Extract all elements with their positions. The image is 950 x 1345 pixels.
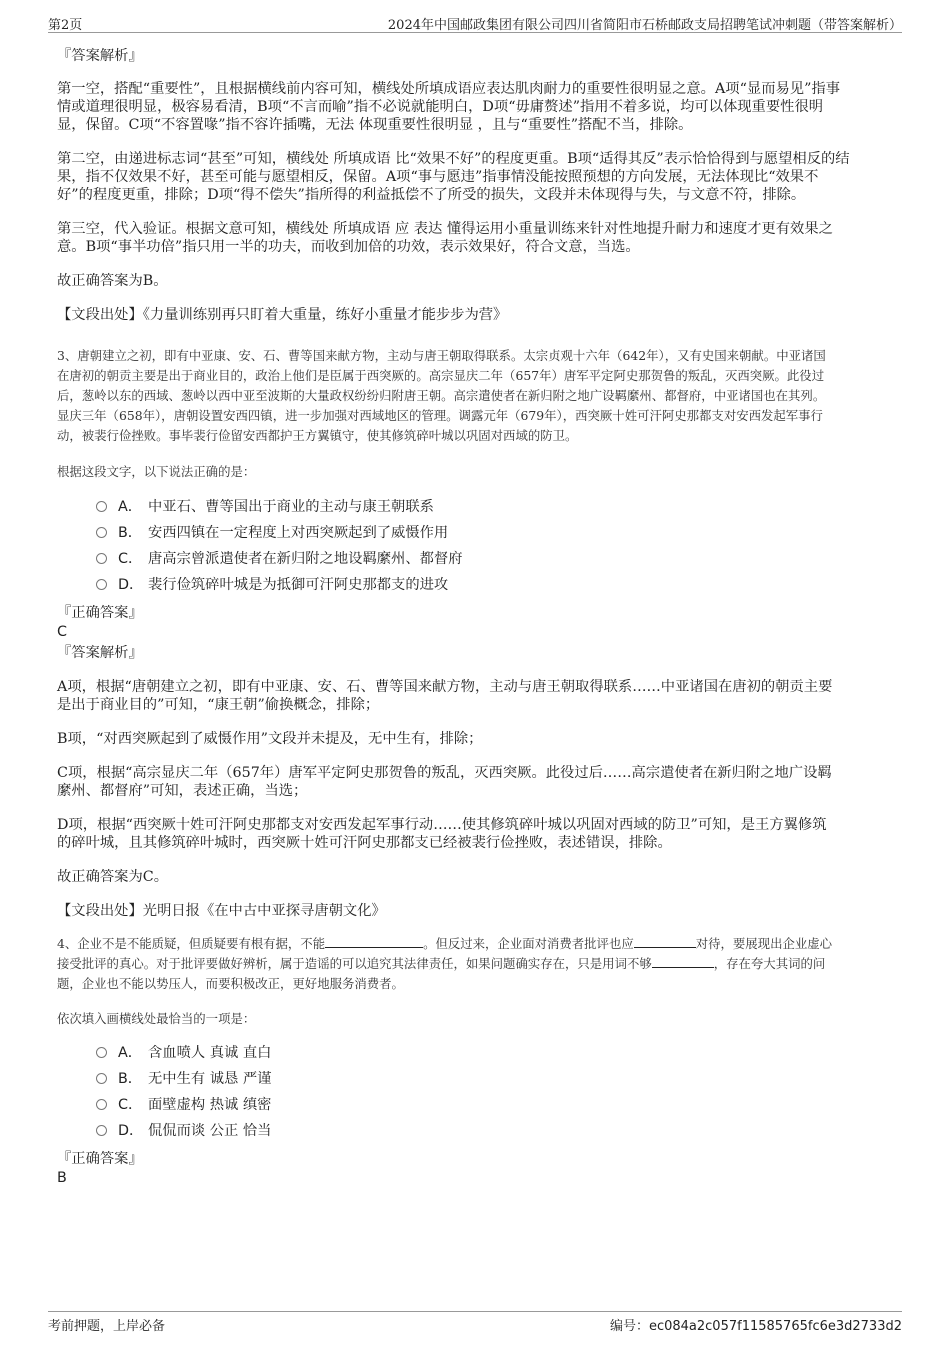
paragraph-line: B项，“对西突厥起到了威慑作用”文段并未提及，无中生有，排除； [57, 731, 483, 747]
page-header [48, 12, 902, 33]
answer-label: 『正确答案』 [57, 1151, 143, 1167]
blank-line [634, 935, 696, 948]
question-text-line: 3、唐朝建立之初，即有中亚康、安、石、曹等国来献方物，主动与唐王朝取得联系。太宗贞观十六年（642年），又有史国来朝献。中亚诸国 [57, 348, 826, 363]
document-id: 编号：ec084a2c057f11585765fc6e3d2733d2 [609, 1319, 902, 1334]
paragraph-line: 是出于商业目的”可知，“康王朝”偷换概念，排除； [57, 697, 380, 713]
paragraph-line: 第一空，搭配“重要性”，且根据横线前内容可知，横线处所填成语应表达肌肉耐力的重要性很明显之意。A项“显而易见”指事 [57, 81, 840, 97]
option-c[interactable]: C． 面壁虚构 热诚 缜密 [96, 1095, 271, 1115]
paragraph-line: C项，根据“高宗显庆二年（657年）唐军平定阿史那贺鲁的叛乱，灭西突厥。此役过后……高宗遣使者在新归附之地广设羁 [57, 765, 832, 781]
option-d[interactable]: D． 侃侃而谈 公正 恰当 [96, 1121, 271, 1141]
paragraph-line: 第三空，代入验证。根据文意可知，横线处 所填成语 应 表达 懂得运用小重量训练来针对性地提升耐力和速度才更有效果之 [57, 221, 833, 237]
radio-button[interactable] [96, 1125, 107, 1136]
paragraph-line: D项，根据“西突厥十姓可汗阿史那都支对安西发起军事行动……使其修筑碎叶城以巩固对西域的防卫”可知，是王方翼修筑 [57, 817, 827, 833]
page-number: 第2页 [48, 18, 83, 33]
question-prompt: 依次填入画横线处最恰当的一项是： [57, 1011, 256, 1026]
conclusion: 故正确答案为B。 [57, 273, 168, 289]
question-prompt: 根据这段文字，以下说法正确的是： [57, 464, 256, 479]
correct-answer: C [57, 624, 67, 640]
question-text-line: 题，企业也不能以势压人，而要积极改正，更好地服务消费者。 [57, 976, 404, 991]
option-b[interactable]: B． 安西四镇在一定程度上对西突厥起到了威慑作用 [96, 523, 448, 543]
blank-line [652, 955, 714, 968]
conclusion: 故正确答案为C。 [57, 869, 169, 885]
page-footer [48, 1311, 902, 1332]
question-text-line: 接受批评的真心。对于批评要做好辨析，属于造谣的可以追究其法律责任，如果问题确实存在，只是用词不够 ，存在夸大其词的问 [57, 956, 826, 971]
correct-answer: B [57, 1170, 67, 1186]
source-citation: 【文段出处】光明日报《在中古中亚探寻唐朝文化》 [57, 903, 386, 919]
option-d[interactable]: D． 裴行俭筑碎叶城是为抵御可汗阿史那都支的进攻 [96, 575, 448, 595]
option-b[interactable]: B． 无中生有 诚恳 严谨 [96, 1069, 271, 1089]
source-citation: 【文段出处】《力量训练别再只盯着大重量，练好小重量才能步步为营》 [57, 307, 508, 323]
paragraph-line: A项，根据“唐朝建立之初，即有中亚康、安、石、曹等国来献方物，主动与唐王朝取得联系……中亚诸国在唐初的朝贡主要 [57, 679, 833, 695]
paragraph-line: 第二空，由递进标志词“甚至”可知，横线处 所填成语 比“效果不好”的程度更重。B项“适得其反”表示恰恰得到与愿望相反的结 [57, 151, 850, 167]
radio-button[interactable] [96, 1099, 107, 1110]
paragraph-line: 的碎叶城，且其修筑碎叶城时，西突厥十姓可汗阿史那都支已经被裴行俭挫败，表述错误，排除。 [57, 835, 672, 851]
footer-slogan: 考前押题，上岸必备 [48, 1319, 166, 1334]
option-a[interactable]: A． 含血喷人 真诚 直白 [96, 1043, 271, 1063]
analysis-label: 『答案解析』 [57, 48, 143, 64]
radio-button[interactable] [96, 579, 107, 590]
paragraph-line: 意。B项“事半功倍”指只用一半的功夫，而收到加倍的功效，表示效果好，符合文意，当选。 [57, 239, 640, 255]
question-text-line: 动，被裴行俭挫败。事毕裴行俭留安西都护王方翼镇守，使其修筑碎叶城以巩固对西域的防卫。 [57, 428, 578, 443]
paragraph-line: 好”的程度更重，排除；D项“得不偿失”指所得的利益抵偿不了所受的损失，文段并未体现得与失，与文意不符，排除。 [57, 187, 806, 203]
option-c[interactable]: C． 唐高宗曾派遣使者在新归附之地设羁縻州、都督府 [96, 549, 463, 569]
question-text-line: 4、企业不是不能质疑，但质疑要有根有据，不能 。但反过来，企业面对消费者批评也应 对待，要展现出企业虚心 [57, 936, 833, 951]
radio-button[interactable] [96, 553, 107, 564]
paragraph-line: 显，保留。C项“不容置喙”指不容许插嘴，无法 体现重要性很明显 ，且与“重要性”搭配不当，排除。 [57, 117, 693, 133]
answer-label: 『正确答案』 [57, 605, 143, 621]
question-text-line: 显庆三年（658年），唐朝设置安西四镇，进一步加强对西域地区的管理。调露元年（679年），西突厥十姓可汗阿史那都支对安西发起军事行 [57, 408, 823, 423]
paragraph-line: 縻州、都督府”可知，表述正确，当选； [57, 783, 308, 799]
radio-button[interactable] [96, 501, 107, 512]
paragraph-line: 情或道理很明显，极容易看清，B项“不言而喻”指不必说就能明白，D项“毋庸赘述”指用不着多说，均可以体现重要性很明 [57, 99, 824, 115]
document-title: 2024年中国邮政集团有限公司四川省简阳市石桥邮政支局招聘笔试冲刺题（带答案解析） [387, 18, 902, 33]
radio-button[interactable] [96, 527, 107, 538]
radio-button[interactable] [96, 1047, 107, 1058]
analysis-label: 『答案解析』 [57, 645, 143, 661]
paragraph-line: 果，指不仅效果不好，甚至可能与愿望相反，保留。A项“事与愿违”指事情没能按照预想的方向发展，无法体现比“效果不 [57, 169, 819, 185]
question-text-line: 在唐初的朝贡主要是出于商业目的，政治上他们是臣属于西突厥的。高宗显庆二年（657年）唐军平定阿史那贺鲁的叛乱，灭西突厥。此役过 [57, 368, 825, 383]
option-a[interactable]: A． 中亚石、曹等国出于商业的主动与康王朝联系 [96, 497, 434, 517]
radio-button[interactable] [96, 1073, 107, 1084]
question-text-line: 后，葱岭以东的西域、葱岭以西中亚至波斯的大量政权纷纷归附唐王朝。高宗遣使者在新归附之地广设羁縻州、都督府，中亚诸国也在其列。 [57, 388, 826, 403]
blank-line [325, 935, 423, 948]
